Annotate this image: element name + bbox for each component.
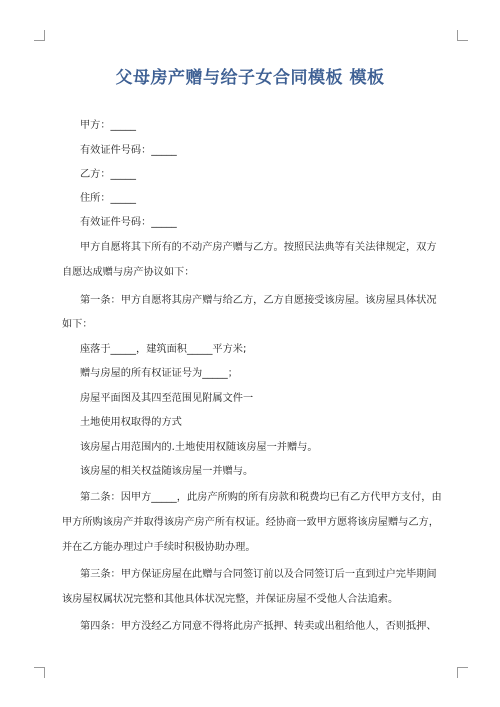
crop-mark-top-right	[457, 30, 468, 41]
paragraph-line: 该房屋权属状况完整和其他具体状况完整，并保证房屋不受他人合法追索。	[62, 594, 399, 605]
party-b-id-line: 有效证件号码：_____	[80, 217, 177, 228]
article-4-line: 第四条：甲方没经乙方同意不得将此房产抵押、转卖或出租给他人，否则抵押、	[80, 621, 437, 632]
paragraph-line: 该房屋的相关权益随该房屋一并赠与。	[80, 466, 254, 477]
paragraph-line: 并在乙方能办理过户手续时积极协助办理。	[62, 542, 256, 553]
party-b-line: 乙方：_____	[80, 169, 137, 180]
paragraph-line: 房屋平面图及其四至范围见附属文件一	[80, 393, 254, 404]
address-line: 住所：_____	[80, 193, 137, 204]
paragraph-line: 该房屋占用范围内的.土地使用权随该房屋一并赠与。	[80, 442, 318, 453]
crop-mark-bottom-right	[457, 667, 468, 678]
paragraph-line: 甲方自愿将其下所有的不动产房产赠与乙方。按照民法典等有关法律规定，双方	[80, 242, 437, 253]
crop-mark-top-left	[34, 30, 45, 41]
article-3-line: 第三条：甲方保证房屋在此赠与合同签订前以及合同签订后一直到过户完毕期间	[80, 569, 437, 580]
paragraph-line: 甲方所购该房产并取得该房产房产所有权证。经协商一致甲方愿将该房屋赠与乙方，	[62, 517, 439, 528]
party-a-id-line: 有效证件号码：_____	[80, 145, 177, 156]
paragraph-line: 如下：	[62, 319, 93, 330]
article-1-line: 第一条：甲方自愿将其房产赠与给乙方，乙方自愿接受该房屋。该房屋具体状况	[80, 295, 437, 306]
crop-mark-bottom-left	[34, 667, 45, 678]
article-2-line: 第二条：因甲方_____，此房产所购的所有房款和税费均已有乙方代甲方支付，由	[80, 492, 442, 503]
document-title: 父母房产赠与给子女合同模板 模板	[115, 68, 385, 88]
paragraph-line: 自愿达成赠与房产协议如下：	[62, 267, 195, 278]
paragraph-line: 土地使用权取得的方式	[80, 417, 182, 428]
paragraph-line: 赠与房屋的所有权证证号为_____；	[80, 368, 238, 379]
paragraph-line: 座落于_____，建筑面积_____平方米;	[80, 344, 247, 355]
party-a-line: 甲方：_____	[80, 120, 137, 131]
